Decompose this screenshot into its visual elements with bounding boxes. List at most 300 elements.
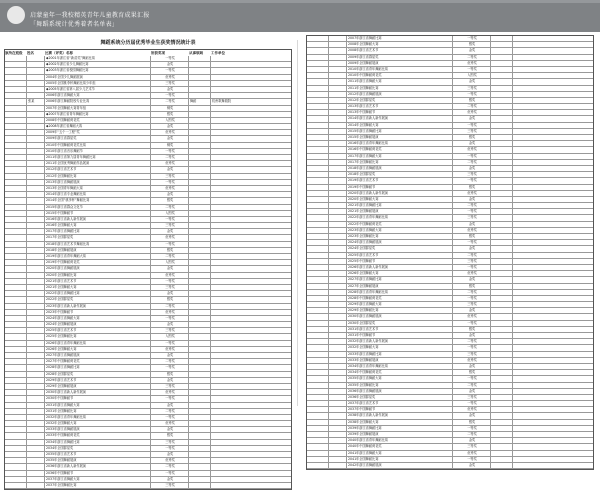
table-cell xyxy=(189,446,211,451)
table-cell xyxy=(27,403,45,408)
table-cell: 2006年浙江省舞蹈大赛 xyxy=(45,93,151,98)
table-cell xyxy=(211,415,279,420)
table-cell: 银奖 xyxy=(453,42,491,47)
table-cell: 入围奖 xyxy=(151,260,189,265)
table-cell xyxy=(513,129,581,134)
table-cell xyxy=(189,365,211,370)
table-cell: 三等奖 xyxy=(453,215,491,220)
table-cell: 2013年全国青年舞蹈大赛 xyxy=(45,186,151,191)
table-cell: 三等奖 xyxy=(453,395,491,400)
table-cell xyxy=(513,197,581,202)
table-cell xyxy=(27,279,45,284)
table-cell xyxy=(329,327,347,332)
table-cell: 银奖 xyxy=(453,135,491,140)
table-cell xyxy=(307,147,329,152)
table-cell xyxy=(211,260,279,265)
table-cell xyxy=(27,254,45,259)
table-cell xyxy=(491,172,513,177)
table-cell xyxy=(513,215,581,220)
table-cell xyxy=(307,253,329,258)
table-cell xyxy=(211,458,279,463)
table-cell xyxy=(189,167,211,172)
table-cell xyxy=(211,87,279,92)
table-cell xyxy=(211,396,279,401)
table-cell xyxy=(491,129,513,134)
table-cell: 优秀奖 xyxy=(151,130,189,135)
table-cell xyxy=(189,192,211,197)
table-cell: 2026年全国舞蹈大赛 xyxy=(45,347,151,352)
table-cell: 2017年浙江省舞蹈比赛 xyxy=(45,229,151,234)
table-cell xyxy=(211,446,279,451)
table-cell xyxy=(513,370,581,375)
table-cell xyxy=(329,364,347,369)
table-cell xyxy=(491,36,513,41)
table-cell xyxy=(329,376,347,381)
table-cell xyxy=(491,383,513,388)
table-cell: 2020年浙江省新人新作展演 xyxy=(347,191,453,196)
table-cell xyxy=(513,116,581,121)
table-cell: 2040年浙江省青年舞蹈比赛 xyxy=(347,438,453,443)
table-cell xyxy=(491,92,513,97)
table-cell xyxy=(27,75,45,80)
table-cell xyxy=(329,259,347,264)
table-cell xyxy=(329,308,347,313)
table-cell xyxy=(5,155,27,160)
table-cell: 金奖 xyxy=(453,413,491,418)
table-cell: 2034年浙江省青年舞蹈比赛 xyxy=(347,364,453,369)
table-cell: 2024年全国群星奖 xyxy=(347,246,453,251)
table-cell: 铜奖 xyxy=(151,143,189,148)
table-cell xyxy=(329,407,347,412)
table-cell: 2015年浙江省群众文化节 xyxy=(45,205,151,210)
table-cell xyxy=(211,186,279,191)
table-cell: 银奖 xyxy=(453,284,491,289)
table-cell xyxy=(513,67,581,72)
table-cell xyxy=(329,172,347,177)
table-cell xyxy=(189,155,211,160)
table-cell: 2006年浙江舞蹈院校专业比赛 xyxy=(45,99,151,104)
table-cell xyxy=(329,240,347,245)
table-cell: 2011年浙江省第九届青年舞蹈比赛 xyxy=(45,155,151,160)
table-cell xyxy=(27,409,45,414)
table-cell xyxy=(491,160,513,165)
table-cell xyxy=(5,254,27,259)
table-cell: 金奖 xyxy=(151,124,189,129)
table-cell xyxy=(5,372,27,377)
table-cell xyxy=(307,314,329,319)
table-cell: 优秀奖 xyxy=(453,228,491,233)
table-cell xyxy=(307,463,329,468)
table-cell xyxy=(5,378,27,383)
table-cell: 三等奖 xyxy=(453,86,491,91)
table-cell: 二等奖 xyxy=(453,339,491,344)
table-cell: 一等奖 xyxy=(151,341,189,346)
table-cell: 2038年全国舞蹈大赛 xyxy=(347,420,453,425)
table-cell: 二等奖 xyxy=(151,464,189,469)
table-cell xyxy=(211,452,279,457)
table-cell xyxy=(27,458,45,463)
table-cell: 入围奖 xyxy=(151,118,189,123)
table-cell xyxy=(211,180,279,185)
table-cell xyxy=(491,352,513,357)
table-cell: 一等奖 xyxy=(151,93,189,98)
table-cell xyxy=(211,118,279,123)
table-cell: 优秀奖 xyxy=(453,110,491,115)
table-cell xyxy=(189,81,211,86)
table-cell: 三等奖 xyxy=(453,444,491,449)
table-cell xyxy=(189,174,211,179)
table-cell xyxy=(211,242,279,247)
table-cell xyxy=(513,290,581,295)
table-cell: 一等奖 xyxy=(453,240,491,245)
table-cell xyxy=(211,266,279,271)
table-cell xyxy=(513,110,581,115)
table-cell xyxy=(5,68,27,73)
table-cell xyxy=(27,192,45,197)
table-cell: 金奖 xyxy=(151,477,189,482)
table-cell: 二等奖 xyxy=(453,55,491,60)
table-cell xyxy=(5,273,27,278)
table-cell xyxy=(491,209,513,214)
table-cell xyxy=(5,112,27,117)
table-cell: 金奖 xyxy=(151,378,189,383)
table-cell xyxy=(329,154,347,159)
table-cell xyxy=(27,384,45,389)
table-cell xyxy=(211,304,279,309)
table-cell: 优秀奖 xyxy=(151,310,189,315)
table-cell xyxy=(329,129,347,134)
banner-title: 启蒙童年一我校精英青年儿童教育成果汇报 xyxy=(30,12,150,19)
table-cell xyxy=(329,284,347,289)
table-cell xyxy=(491,123,513,128)
table-cell xyxy=(513,376,581,381)
table-cell: 2008年中国舞蹈荷花奖 xyxy=(45,118,151,123)
col-header: 姓名 xyxy=(27,50,34,55)
table-cell: 金奖 xyxy=(453,197,491,202)
table-cell: 2013年浙江省艺术节 xyxy=(347,104,453,109)
table-cell xyxy=(491,135,513,140)
table-cell xyxy=(189,211,211,216)
table-cell xyxy=(5,285,27,290)
table-cell xyxy=(189,334,211,339)
table-cell xyxy=(189,161,211,166)
table-cell xyxy=(329,160,347,165)
table-cell xyxy=(5,223,27,228)
table-cell: 金奖 xyxy=(151,229,189,234)
table-cell: 2042年浙江省舞蹈展演 xyxy=(347,463,453,468)
table-cell xyxy=(5,217,27,222)
table-cell: 银奖 xyxy=(151,198,189,203)
table-cell xyxy=(307,141,329,146)
table-cell xyxy=(307,197,329,202)
table-cell xyxy=(329,197,347,202)
table-cell xyxy=(27,106,45,111)
table-cell: 2035年全国舞蹈比赛 xyxy=(347,383,453,388)
table-cell xyxy=(27,260,45,265)
table-cell: 入围奖 xyxy=(151,334,189,339)
table-cell xyxy=(329,79,347,84)
table-cell xyxy=(189,248,211,253)
table-cell xyxy=(513,463,581,468)
table-cell xyxy=(211,279,279,284)
table-cell: 2033年浙江省舞蹈展演 xyxy=(45,427,151,432)
table-cell xyxy=(27,186,45,191)
table-cell xyxy=(491,314,513,319)
table-cell xyxy=(27,316,45,321)
table-cell xyxy=(27,328,45,333)
table-cell: 2009年“五个一工程”奖 xyxy=(45,130,151,135)
table-cell: 2019年浙江省艺术节 xyxy=(347,178,453,183)
table-cell xyxy=(491,277,513,282)
table-cell: 2022年浙江省青年舞蹈比赛 xyxy=(347,215,453,220)
table-cell xyxy=(491,48,513,53)
table-cell: 2034年全国群星奖 xyxy=(45,446,151,451)
table-cell xyxy=(307,358,329,363)
table-cell xyxy=(189,106,211,111)
table-cell xyxy=(5,149,27,154)
table-cell xyxy=(211,291,279,296)
table-cell xyxy=(27,427,45,432)
table-cell xyxy=(491,389,513,394)
table-cell xyxy=(491,185,513,190)
table-cell xyxy=(513,420,581,425)
table-cell xyxy=(513,191,581,196)
table-cell xyxy=(513,432,581,437)
table-cell: 2021年全国舞蹈大赛 xyxy=(45,285,151,290)
table-cell xyxy=(513,123,581,128)
table-cell: 一等奖 xyxy=(151,242,189,247)
table-cell xyxy=(27,440,45,445)
table-cell xyxy=(307,48,329,53)
table-cell xyxy=(27,347,45,352)
table-cell xyxy=(5,186,27,191)
table-cell xyxy=(513,61,581,66)
table-cell xyxy=(27,421,45,426)
table-cell xyxy=(5,180,27,185)
table-cell: 金奖 xyxy=(151,353,189,358)
table-cell xyxy=(329,135,347,140)
table-cell xyxy=(211,161,279,166)
table-cell: 金奖 xyxy=(151,403,189,408)
table-cell: 2039年全国舞蹈展演 xyxy=(347,432,453,437)
table-cell: 优秀奖 xyxy=(453,314,491,319)
table-cell xyxy=(329,345,347,350)
table-cell xyxy=(211,359,279,364)
table-cell xyxy=(491,42,513,47)
right-page xyxy=(306,35,594,467)
table-cell: ◆2002年浙江省少儿舞蹈比赛 xyxy=(45,62,151,67)
table-cell xyxy=(27,81,45,86)
table-cell xyxy=(491,147,513,152)
table-cell xyxy=(27,68,45,73)
table-cell xyxy=(329,73,347,78)
table-cell: 2019年中国舞蹈荷花奖 xyxy=(45,260,151,265)
table-cell: 舞蹈 xyxy=(189,99,211,104)
table-cell xyxy=(513,383,581,388)
table-cell xyxy=(211,273,279,278)
table-cell xyxy=(329,246,347,251)
table-cell: 2032年浙江省青年舞蹈比赛 xyxy=(45,415,151,420)
table-cell xyxy=(307,395,329,400)
table-cell: 一等奖 xyxy=(453,345,491,350)
table-cell xyxy=(329,36,347,41)
table-cell xyxy=(307,240,329,245)
table-cell xyxy=(27,217,45,222)
table-cell xyxy=(307,296,329,301)
table-cell: 2019年中国舞蹈节 xyxy=(347,185,453,190)
table-cell: 2010年浙江省青年舞蹈比赛 xyxy=(347,67,453,72)
table-cell xyxy=(513,166,581,171)
table-cell xyxy=(211,440,279,445)
table-cell: 2018年浙江省舞蹈展演 xyxy=(347,166,453,171)
table-cell xyxy=(307,185,329,190)
table-cell: 2035年浙江省舞蹈大赛 xyxy=(347,376,453,381)
table-cell xyxy=(27,211,45,216)
table-cell: 2023年全国舞蹈比赛 xyxy=(347,234,453,239)
table-cell xyxy=(307,116,329,121)
table-cell xyxy=(211,149,279,154)
table-cell xyxy=(5,483,27,488)
table-cell xyxy=(307,61,329,66)
table-cell: 银奖 xyxy=(453,98,491,103)
table-cell xyxy=(491,98,513,103)
table-cell: 2032年全国舞蹈大赛 xyxy=(45,421,151,426)
table-cell xyxy=(189,260,211,265)
table-cell xyxy=(513,42,581,47)
table-cell: 2032年浙江省新人新作展演 xyxy=(347,339,453,344)
table-cell: 2017年浙江省舞蹈大赛 xyxy=(347,154,453,159)
table-cell xyxy=(189,93,211,98)
table-cell: 2016年全国舞蹈大赛 xyxy=(45,223,151,228)
table-cell: 2007年全国舞蹈大赛青年组 xyxy=(45,106,151,111)
table-cell: 三等奖 xyxy=(151,483,189,488)
table-cell xyxy=(211,390,279,395)
table-cell xyxy=(5,390,27,395)
table-cell: 金奖 xyxy=(453,222,491,227)
table-cell xyxy=(27,62,45,67)
table-cell xyxy=(491,246,513,251)
table-cell: 三等奖 xyxy=(453,259,491,264)
table-cell xyxy=(307,352,329,357)
table-cell xyxy=(211,106,279,111)
table-cell xyxy=(491,55,513,60)
table-cell: 金奖 xyxy=(151,62,189,67)
table-cell xyxy=(513,327,581,332)
table-cell xyxy=(513,253,581,258)
table-cell xyxy=(329,123,347,128)
table-cell: 优秀奖 xyxy=(151,347,189,352)
table-cell xyxy=(307,104,329,109)
table-cell xyxy=(27,266,45,271)
table-cell xyxy=(27,304,45,309)
table-cell xyxy=(329,55,347,60)
table-body xyxy=(5,56,291,489)
table-cell xyxy=(27,291,45,296)
table-cell xyxy=(307,321,329,326)
table-cell: 优秀奖 xyxy=(453,451,491,456)
table-cell: 2022年中国舞蹈荷花奖 xyxy=(347,222,453,227)
table-cell: 三等奖 xyxy=(151,384,189,389)
table-cell xyxy=(189,297,211,302)
table-cell xyxy=(189,328,211,333)
table-cell xyxy=(27,334,45,339)
table-cell xyxy=(491,203,513,208)
table-cell xyxy=(5,477,27,482)
table-cell xyxy=(211,68,279,73)
table-cell xyxy=(491,358,513,363)
table-cell xyxy=(307,339,329,344)
table-cell xyxy=(189,87,211,92)
table-cell: 二等奖 xyxy=(151,99,189,104)
table-cell xyxy=(189,316,211,321)
table-cell xyxy=(513,314,581,319)
table-cell: 2037年中国舞蹈节 xyxy=(347,407,453,412)
table-cell xyxy=(491,296,513,301)
table-cell: 银奖 xyxy=(453,327,491,332)
table-cell: 2022年全国群星奖 xyxy=(45,297,151,302)
table-cell xyxy=(329,178,347,183)
table-cell: 张某 xyxy=(27,99,45,104)
table-cell xyxy=(491,197,513,202)
table-cell: 铜奖 xyxy=(151,106,189,111)
table-cell xyxy=(491,116,513,121)
table-cell xyxy=(211,353,279,358)
table-cell: 2009年全国舞蹈展演 xyxy=(347,61,453,66)
table-cell xyxy=(491,86,513,91)
table-cell: ◆2005年浙江省第八届少儿艺术节 xyxy=(45,87,151,92)
table-cell xyxy=(27,464,45,469)
table-cell xyxy=(5,99,27,104)
table-cell xyxy=(5,260,27,265)
table-cell xyxy=(27,378,45,383)
banner-subtitle: 「舞蹈系统计优秀着者名单表」 xyxy=(30,21,119,28)
table-cell xyxy=(513,240,581,245)
table-cell xyxy=(307,432,329,437)
table-cell: 一等奖 xyxy=(453,457,491,462)
table-cell: 金奖 xyxy=(453,141,491,146)
table-cell: 一等奖 xyxy=(151,365,189,370)
table-cell xyxy=(27,149,45,154)
table-cell xyxy=(189,433,211,438)
table-cell: 2025年中国舞蹈节 xyxy=(347,259,453,264)
table-cell: 金奖 xyxy=(453,48,491,53)
table-cell xyxy=(5,143,27,148)
table-cell xyxy=(5,192,27,197)
table-cell xyxy=(491,178,513,183)
table-cell: 金奖 xyxy=(453,333,491,338)
table-cell xyxy=(5,328,27,333)
table-cell xyxy=(513,209,581,214)
table-cell: 优秀奖 xyxy=(453,358,491,363)
table-cell xyxy=(307,444,329,449)
table-cell xyxy=(329,420,347,425)
table-cell xyxy=(513,55,581,60)
table-cell xyxy=(211,483,279,488)
table-cell xyxy=(27,273,45,278)
table-cell: 三等奖 xyxy=(151,81,189,86)
table-cell xyxy=(211,167,279,172)
table-cell xyxy=(307,234,329,239)
table-cell xyxy=(513,36,581,41)
table-cell xyxy=(5,205,27,210)
table-cell xyxy=(513,203,581,208)
table-cell: 金奖 xyxy=(151,167,189,172)
table-cell xyxy=(189,477,211,482)
table-cell: 金奖 xyxy=(151,291,189,296)
table-cell xyxy=(211,229,279,234)
table-cell xyxy=(189,205,211,210)
table-cell xyxy=(513,444,581,449)
